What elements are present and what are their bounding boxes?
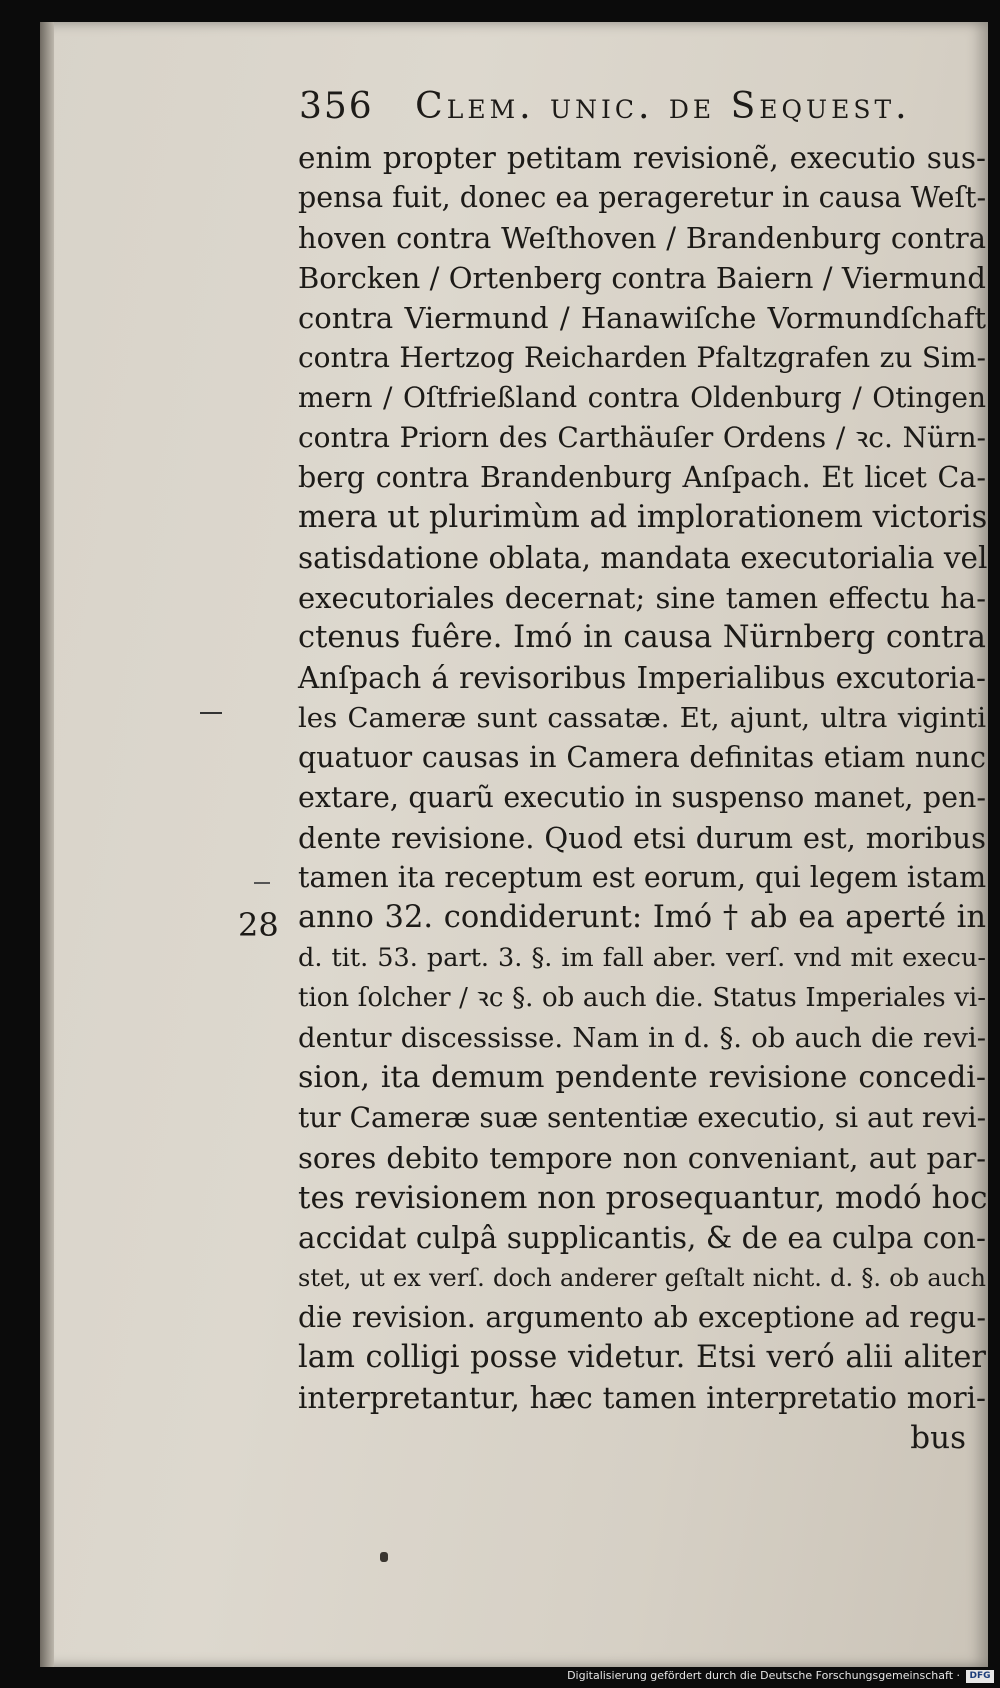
text-line: ctenus fuêre. Imó in causa Nürnberg contra	[298, 620, 986, 655]
text-line: Borcken / Ortenberg contra Baiern / Viermund	[298, 261, 986, 295]
text-line: les Cameræ sunt cassatæ. Et, ajunt, ultra viginti	[298, 702, 986, 734]
digitization-footer	[567, 1667, 994, 1685]
running-header	[299, 86, 959, 142]
footer-credit: Digitalisierung gefördert durch die Deutsche Forschungsgemeinschaft ·	[567, 1669, 960, 1682]
text-line: satisdatione oblata, mandata executorialia vel	[298, 541, 988, 575]
text-line: contra Hertzog Reicharden Pfaltzgrafen zu Sim-	[298, 341, 986, 374]
text-line: tion ſolcher / ꝛc §. ob auch die. Status Imperiales vi-	[298, 983, 986, 1013]
catchword: bus	[910, 1420, 966, 1456]
text-line: tamen ita receptum est eorum, qui legem istam	[298, 861, 987, 894]
running-title: Clem. unic. de Sequest.	[415, 86, 911, 127]
text-line: die revision. argumento ab exceptione ad regu-	[298, 1301, 986, 1334]
text-line: d. tit. 53. part. 3. §. im fall aber. verſ. vnd mit execu-	[298, 943, 986, 973]
text-line: enim propter petitam revisionẽ, executio sus-	[298, 141, 986, 175]
text-line: contra Viermund / Hanawiſche Vormundſchaft	[298, 301, 986, 335]
text-line: lam colligi posse videtur. Etsi veró alii aliter	[298, 1340, 986, 1375]
text-line: accidat culpâ supplicantis, & de ea culpa con-	[298, 1221, 986, 1255]
text-line: mera ut plurimùm ad implorationem victoris	[298, 500, 988, 535]
text-line: interpretantur, hæc tamen interpretatio mori-	[298, 1381, 986, 1415]
margin-mark	[200, 712, 222, 714]
text-line: dentur discessisse. Nam in d. §. ob auch die revi-	[298, 1022, 986, 1054]
text-line: anno 32. condiderunt: Imó † ab ea aperté in	[298, 900, 986, 935]
text-line: mern / Oſtfrießland contra Oldenburg / Otingen	[298, 381, 986, 414]
text-line: sion, ita demum pendente revisione concedi-	[298, 1060, 986, 1095]
text-line: tes revisionem non prosequantur, modó hoc	[298, 1180, 988, 1216]
text-line: pensa fuit, donec ea perageretur in causa Weſt-	[298, 181, 987, 214]
text-line: sores debito tempore non conveniant, aut par-	[298, 1141, 986, 1175]
ink-spot	[380, 1552, 388, 1562]
text-line: Anſpach á revisoribus Imperialibus excutoria-	[298, 661, 986, 695]
text-line: dente revisione. Quod etsi durum est, moribus	[298, 821, 986, 855]
page-gutter	[40, 22, 54, 1667]
page-number: 356	[299, 86, 374, 127]
text-line: hoven contra Weſthoven / Brandenburg contra	[298, 221, 986, 255]
text-line: berg contra Brandenburg Anſpach. Et licet Ca-	[298, 461, 986, 494]
text-line: extare, quarũ executio in suspenso manet, pen-	[298, 781, 986, 814]
margin-mark	[254, 882, 270, 884]
text-line: contra Priorn des Carthäuſer Ordens / ꝛc. Nürn-	[298, 421, 986, 454]
text-line: tur Cameræ suæ sententiæ executio, si aut revi-	[298, 1101, 987, 1134]
text-line: executoriales decernat; sine tamen effectu ha-	[298, 581, 986, 615]
body-text	[298, 138, 986, 1458]
margin-note-number: 28	[238, 906, 279, 944]
text-line: stet, ut ex verſ. doch anderer geſtalt nicht. d. §. ob auch	[298, 1264, 986, 1292]
dfg-logo-icon: DFG	[966, 1670, 994, 1683]
text-line: quatuor causas in Camera definitas etiam nunc	[298, 741, 986, 774]
